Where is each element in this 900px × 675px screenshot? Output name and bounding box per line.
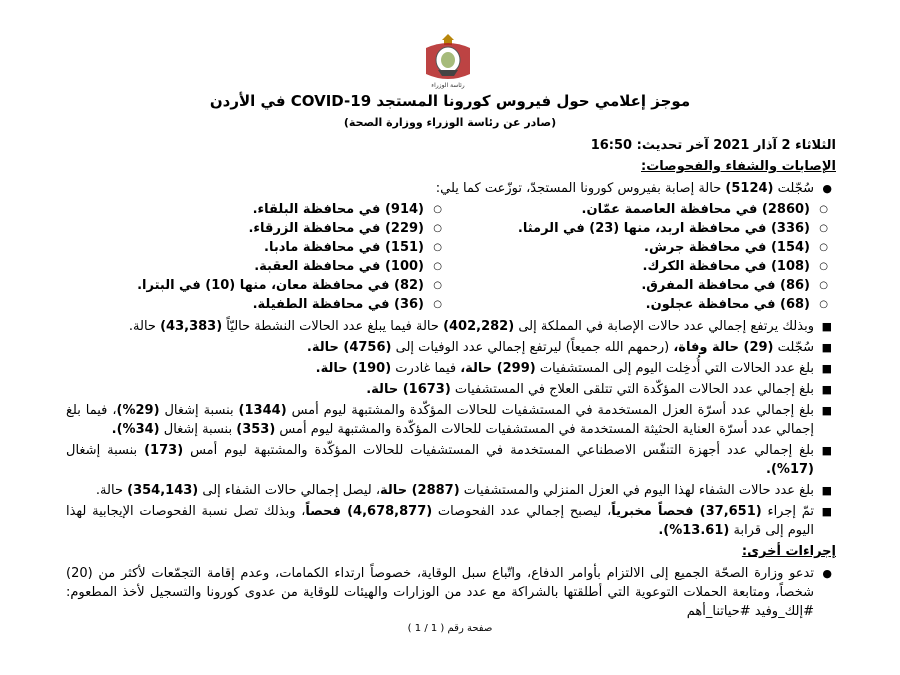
square-bullet-icon: ■: [821, 484, 832, 497]
list-item: ■ بلغ عدد الحالات التي أُدخِلت اليوم إلى المستشفيات (299) حالة، فيما غادرت (190) حالة.: [315, 361, 832, 376]
circle-bullet-icon: ○: [433, 299, 442, 310]
square-bullet-icon: ■: [821, 383, 832, 396]
governorate-item: ○ (36) في محافظة الطفيلة.: [252, 297, 442, 312]
circle-bullet-icon: ○: [819, 204, 828, 215]
circle-bullet-icon: ○: [433, 280, 442, 291]
list-item: ■ تمّ إجراء (37,651) فحصاً مخبرياً، ليصبح إجمالي عدد الفحوصات (4,678,877) فحصاً، وبذلك تصل نسبة الفحوصات الإيجابية لهذا اليوم إلى قرابة (13.61%).: [66, 504, 832, 538]
governorate-item: ○ (100) في محافظة العقبة.: [254, 259, 442, 274]
list-item: ■ بلغ عدد حالات الشفاء لهذا اليوم في العزل المنزلي والمستشفيات (2887) حالة، ليصل إجمالي حالات الشفاء إلى (354,143) حالة.: [95, 483, 832, 498]
circle-bullet-icon: ○: [819, 280, 828, 291]
square-bullet-icon: ■: [821, 505, 832, 518]
jordan-royal-emblem-icon: [416, 30, 480, 90]
measures-list: [66, 564, 836, 621]
list-item: ■ وبذلك يرتفع إجمالي عدد حالات الإصابة في المملكة إلى (402,282) حالة فيما يبلغ عدد الحالات النشطة حاليّاً (43,383) حالة.: [128, 319, 832, 334]
list-item: ■ بلغ إجمالي عدد الحالات المؤكّدة التي تتلقى العلاج في المستشفيات (1673) حالة.: [366, 382, 832, 397]
list-item: ■ بلغ إجمالي عدد أسرّة العزل المستخدمة في المستشفيات للحالات المؤكّدة والمشتبهة ليوم أمس (1344) بنسبة إشغال (29%)، فيما بلغ إجمالي عدد أسرّة العناية الحثيثة المستخدمة في المستشفيات للحالات المؤكّدة والمشتبهة ليوم أمس (353) بنسبة إشغال (34%).: [66, 403, 832, 437]
circle-bullet-icon: ○: [433, 223, 442, 234]
governorate-item: ○ (336) في محافظة اربد، منها (23) في الرمثا.: [517, 221, 828, 236]
list-item: ■ بلغ إجمالي عدد أجهزة التنفّس الاصطناعي المستخدمة في المستشفيات للحالات المؤكّدة والمشتبهة ليوم أمس (173) بنسبة إشغال (17%).: [66, 443, 832, 477]
emblem-caption: رئاسة الوزراء: [431, 82, 465, 89]
document-body: [66, 136, 836, 623]
governorate-item: ○ (154) في محافظة جرش.: [644, 240, 828, 255]
page-number: صفحة رقم ( 1 / 1 ): [407, 623, 493, 634]
page-title: موجز إعلامي حول فيروس كورونا المستجد COVID-19 في الأردن: [209, 92, 691, 110]
stats-list: [66, 317, 836, 540]
square-bullet-icon: ■: [821, 320, 832, 333]
square-bullet-icon: ■: [821, 444, 832, 457]
governorate-item: ○ (68) في محافظة عجلون.: [645, 297, 828, 312]
list-item: ● سُجّلت (5124) حالة إصابة بفيروس كورونا المستجدّ، توزّعت كما يلي:: [435, 181, 832, 196]
circle-bullet-icon: ○: [433, 242, 442, 253]
circle-bullet-icon: ○: [819, 242, 828, 253]
square-bullet-icon: ■: [821, 362, 832, 375]
governorate-item: ○ (82) في محافظة معان، منها (10) في البترا.: [137, 278, 442, 293]
square-bullet-icon: ■: [821, 341, 832, 354]
bullet-icon: ●: [822, 567, 832, 580]
circle-bullet-icon: ○: [819, 261, 828, 272]
circle-bullet-icon: ○: [433, 204, 442, 215]
governorate-item: ○ (86) في محافظة المفرق.: [641, 278, 828, 293]
date-line: الثلاثاء 2 آذار 2021 آخر تحديث: 16:50: [590, 138, 836, 153]
section-heading-cases: الإصابات والشفاء والفحوصات:: [641, 159, 836, 174]
square-bullet-icon: ■: [821, 404, 832, 417]
page-subtitle: (صادر عن رئاسة الوزراء ووزارة الصحة): [343, 116, 557, 129]
governorates-grid: [66, 200, 836, 314]
circle-bullet-icon: ○: [819, 299, 828, 310]
bullet-icon: ●: [822, 182, 832, 195]
cases-list: [66, 179, 836, 198]
governorate-item: ○ (914) في محافظة البلقاء.: [252, 202, 442, 217]
governorate-item: ○ (2860) في محافظة العاصمة عمّان.: [581, 202, 828, 217]
list-item: ● تدعو وزارة الصحّة الجميع إلى الالتزام بأوامر الدفاع، واتّباع سبل الوقاية، خصوصاً ارتداء الكمامات، وعدم إقامة التجمّعات لأكثر من (20) شخصاً، ومتابعة الحملات التوعوية التي أطلقتها بالشراكة مع عدد من الوزارات والهيئات للوقاية من عدوى كورونا والتسجيل لأخذ المطعوم: #إلك_وفيد #حياتنا_أهم: [66, 566, 832, 619]
list-item: ■ سُجّلت (29) حالة وفاة، (رحمهم الله جميعاً) ليرتفع إجمالي عدد الوفيات إلى (4756) حالة.: [306, 340, 832, 355]
governorate-item: ○ (108) في محافظة الكرك.: [642, 259, 828, 274]
circle-bullet-icon: ○: [433, 261, 442, 272]
governorate-item: ○ (151) في محافظة مادبا.: [264, 240, 442, 255]
section-heading-other-measures: إجراءات أخرى:: [741, 544, 836, 559]
circle-bullet-icon: ○: [819, 223, 828, 234]
governorate-item: ○ (229) في محافظة الزرقاء.: [248, 221, 442, 236]
